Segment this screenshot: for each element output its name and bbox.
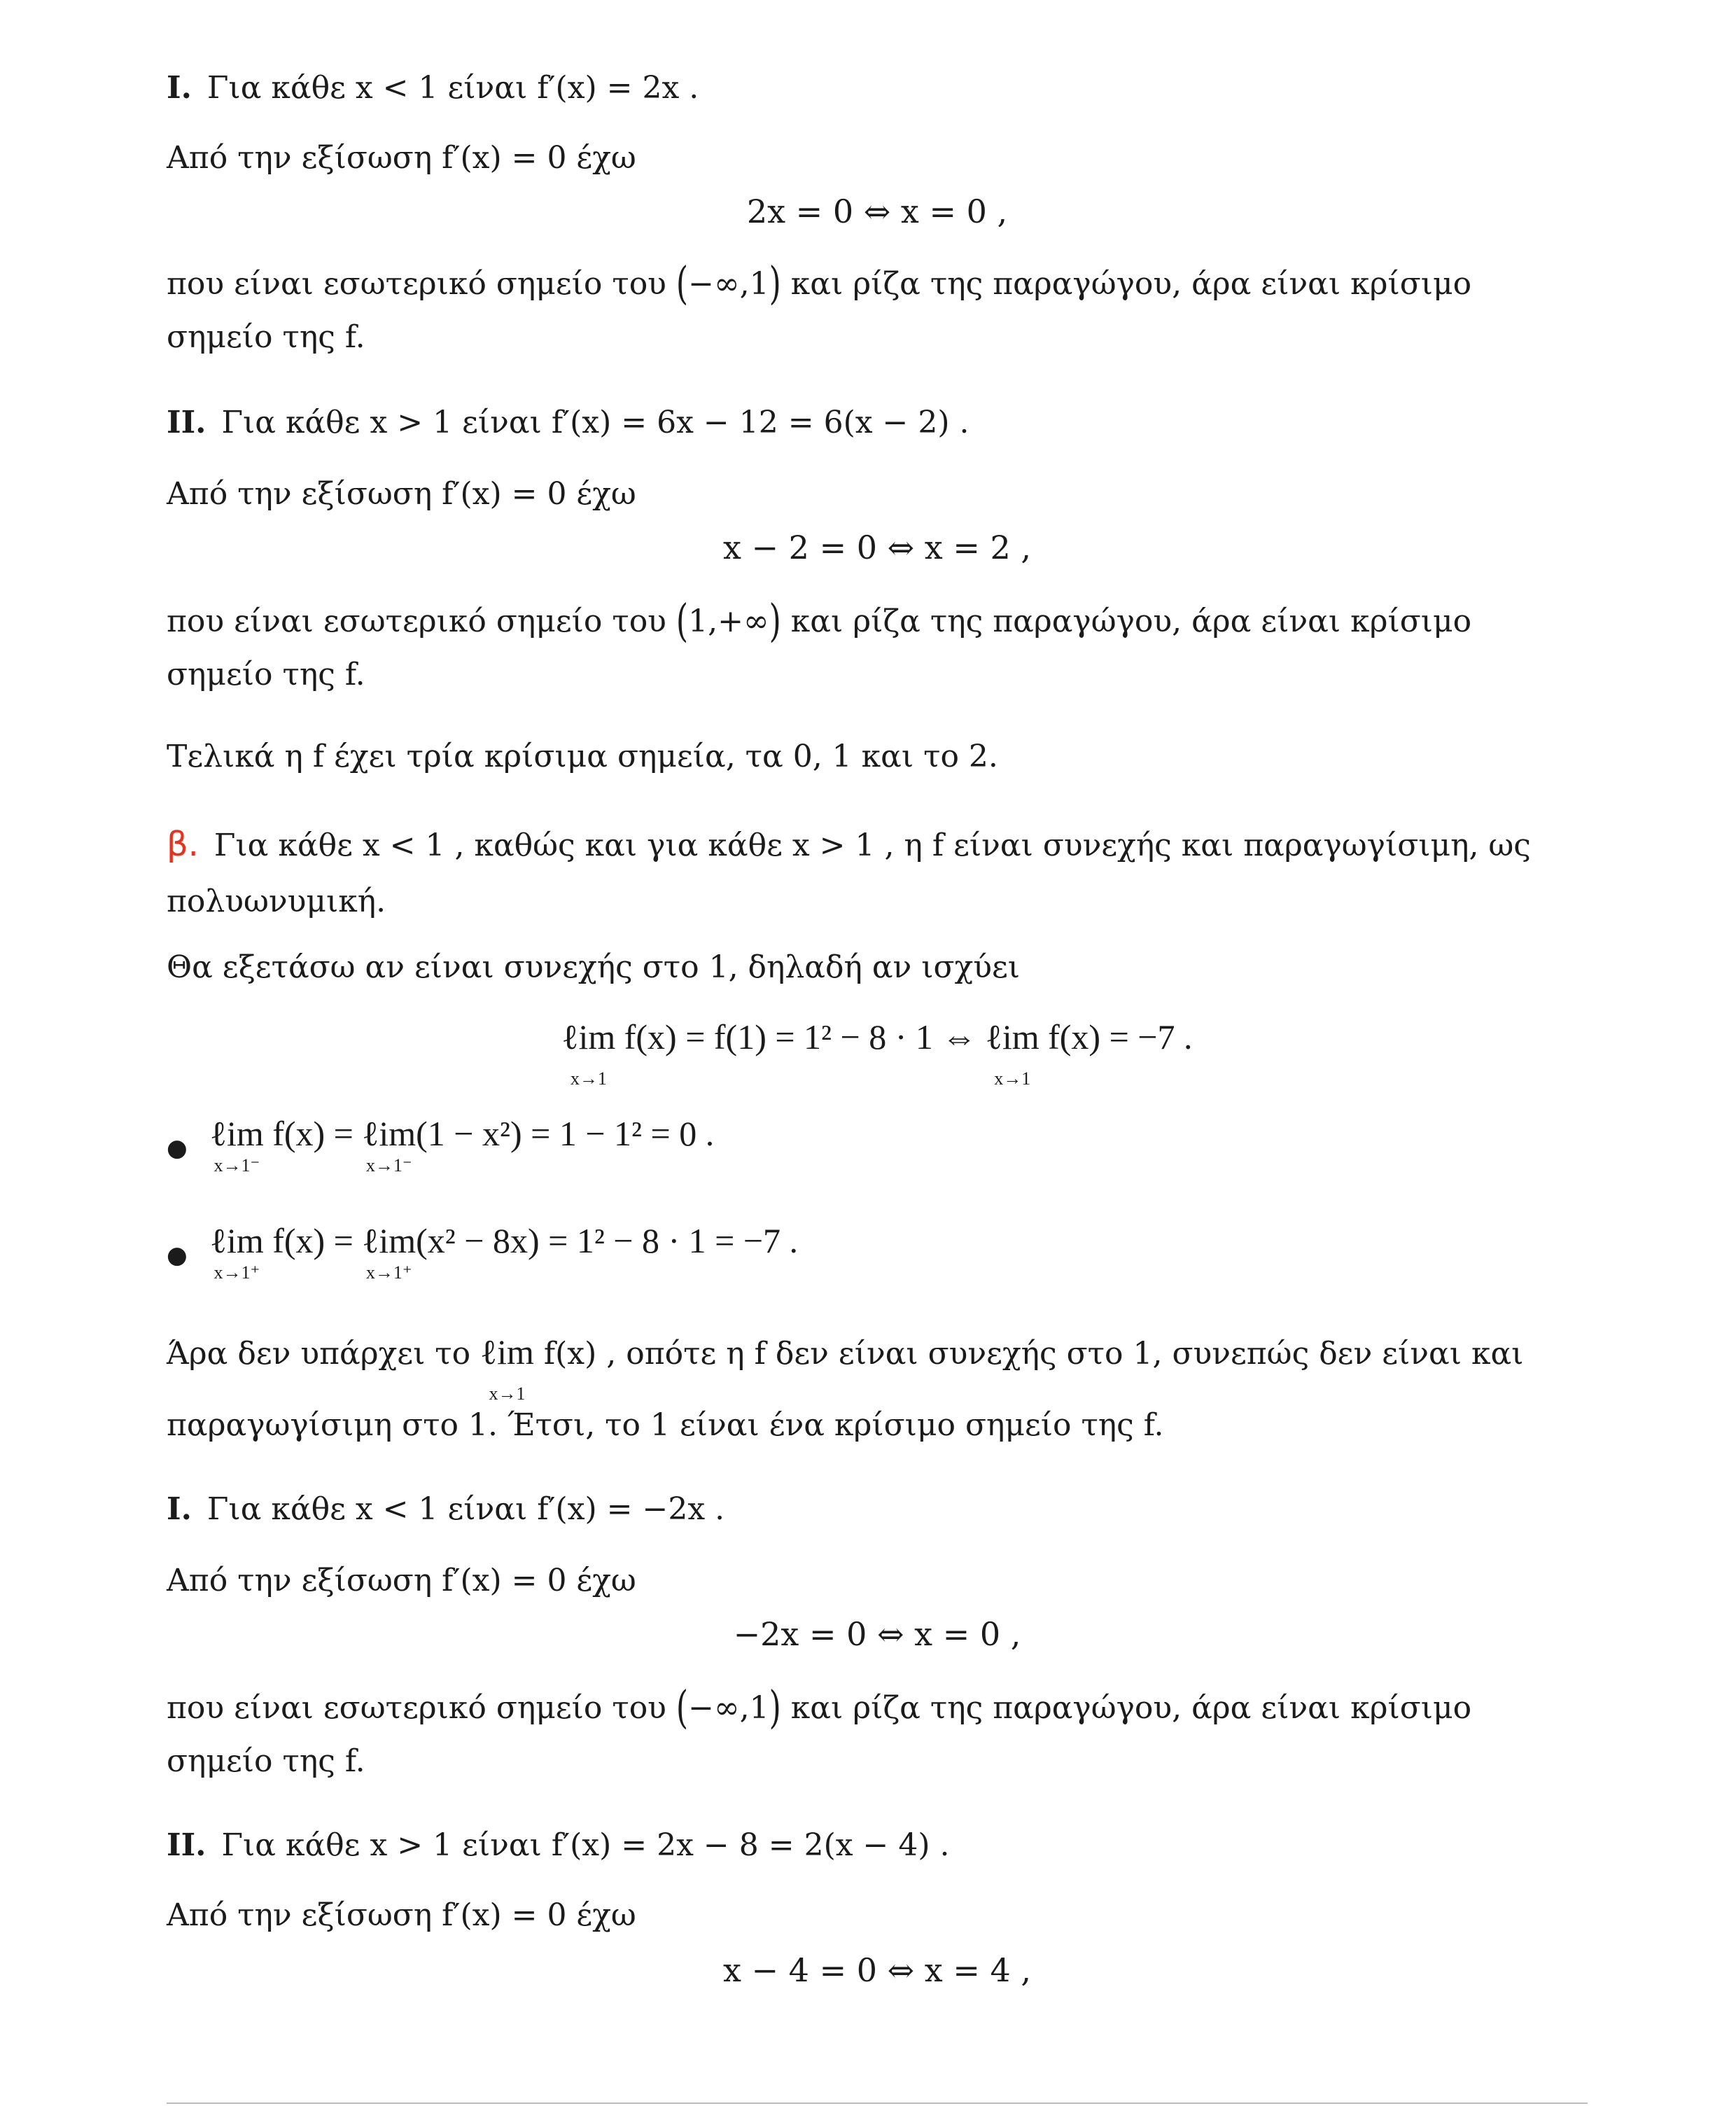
lim-symbol: ℓim bbox=[480, 1332, 534, 1372]
conclusion-line-2: σημείο της f. bbox=[167, 319, 365, 355]
footer-rule bbox=[167, 2102, 1588, 2104]
final-statement: Τελικά η f έχει τρία κρίσιμα σημεία, τα 0, 1 και το 2. bbox=[167, 739, 998, 774]
limit-operator bbox=[210, 1113, 264, 1176]
equation-text: (x² − 8x) = 1² − 8 · 1 = −7 . bbox=[416, 1221, 799, 1260]
conclusion-line: που είναι εσωτερικό σημείο του (−∞,1) και ρίζα της παραγώγου, άρα είναι κρίσιμο bbox=[167, 1682, 1472, 1734]
interval: −∞,1 bbox=[688, 266, 769, 302]
bullet-icon: ● bbox=[167, 1241, 188, 1269]
continuity-conclusion bbox=[167, 1327, 1588, 1404]
conclusion-text: που είναι εσωτερικό σημείο του bbox=[167, 1690, 676, 1726]
intro-text: Για κάθε x < 1 , καθώς και για κάθε x > 1 , η f είναι συνεχής και παραγωγίσιμη, ως bbox=[214, 828, 1531, 863]
equation-text: (1 − x²) = 1 − 1² = 0 . bbox=[416, 1114, 715, 1153]
limit-operator bbox=[362, 1113, 416, 1176]
equation-setup: Από την εξίσωση f′(x) = 0 έχω bbox=[167, 476, 636, 512]
lim-symbol: ℓim bbox=[362, 1114, 416, 1153]
conclusion-text: που είναι εσωτερικό σημείο του bbox=[167, 604, 676, 639]
bullet-left-limit bbox=[210, 1113, 715, 1176]
limit-operator bbox=[480, 1327, 534, 1404]
limit-operator bbox=[362, 1220, 416, 1283]
section-b-intro bbox=[167, 819, 1588, 871]
part-label: I. bbox=[167, 70, 192, 106]
interval: −∞,1 bbox=[688, 1690, 769, 1726]
equation-text: f(x) = bbox=[263, 1114, 363, 1153]
part-label: II. bbox=[167, 1827, 206, 1863]
statement-text: Για κάθε x > 1 είναι f′(x) = 6x − 12 = 6(x − 2) . bbox=[221, 405, 969, 440]
conclusion-text: και ρίζα της παραγώγου, άρα είναι κρίσιμο bbox=[780, 1690, 1472, 1726]
part-i-statement bbox=[167, 63, 1588, 113]
limit-operator bbox=[561, 1012, 616, 1089]
intro-line-2: πολυωνυμική. bbox=[167, 884, 386, 919]
equation-text: f(x) = bbox=[263, 1221, 363, 1260]
bullet-icon: ● bbox=[167, 1134, 188, 1162]
limit-subscript: x→1 bbox=[994, 1068, 1031, 1089]
equation-display: 2x = 0 ⇔ x = 0 , bbox=[746, 193, 1008, 230]
equation-text: f(x) = f(1) = 1² − 8 · 1 ⇔ bbox=[615, 1017, 986, 1056]
conclusion-text: που είναι εσωτερικό σημείο του bbox=[167, 266, 676, 302]
equation-setup: Από την εξίσωση f′(x) = 0 έχω bbox=[167, 140, 636, 176]
conclusion-line: που είναι εσωτερικό σημείο του (1,+∞) και ρίζα της παραγώγου, άρα είναι κρίσιμο bbox=[167, 595, 1472, 648]
equation-display: −2x = 0 ⇔ x = 0 , bbox=[733, 1615, 1021, 1653]
conclusion-line-2: σημείο της f. bbox=[167, 1743, 365, 1779]
equation-display: x − 2 = 0 ⇔ x = 2 , bbox=[722, 529, 1032, 566]
part-label: II. bbox=[167, 405, 206, 440]
part-label: I. bbox=[167, 1491, 192, 1527]
equation-setup: Από την εξίσωση f′(x) = 0 έχω bbox=[167, 1563, 636, 1598]
lim-symbol: ℓim bbox=[561, 1017, 616, 1056]
statement-text: Για κάθε x < 1 είναι f′(x) = −2x . bbox=[206, 1491, 725, 1527]
conclusion-text: και ρίζα της παραγώγου, άρα είναι κρίσιμο bbox=[780, 266, 1472, 302]
part-ii-statement bbox=[167, 1820, 1588, 1871]
lim-symbol: ℓim bbox=[362, 1221, 416, 1260]
conclusion-line-2: σημείο της f. bbox=[167, 657, 365, 692]
limit-subscript: x→1 bbox=[489, 1383, 526, 1404]
lim-symbol: ℓim bbox=[985, 1017, 1040, 1056]
part-ii-statement bbox=[167, 398, 1588, 448]
statement-text: Για κάθε x > 1 είναι f′(x) = 2x − 8 = 2(x − 4) . bbox=[221, 1827, 950, 1863]
continuity-conclusion-2: παραγωγίσιμη στο 1. Έτσι, το 1 είναι ένα κρίσιμο σημείο της f. bbox=[167, 1407, 1164, 1443]
limit-subscript: x→1⁺ bbox=[214, 1262, 260, 1283]
conclusion-line: που είναι εσωτερικό σημείο του (−∞,1) και ρίζα της παραγώγου, άρα είναι κρίσιμο bbox=[167, 258, 1472, 310]
equation-text: f(x) = −7 . bbox=[1039, 1017, 1193, 1056]
limit-subscript: x→1⁺ bbox=[365, 1262, 412, 1283]
conclusion-text: f(x) , οπότε η f δεν είναι συνεχής στο 1, συνεπώς δεν είναι και bbox=[533, 1336, 1524, 1372]
limit-operator bbox=[210, 1220, 264, 1283]
conclusion-text: και ρίζα της παραγώγου, άρα είναι κρίσιμο bbox=[780, 604, 1472, 639]
limit-subscript: x→1⁻ bbox=[214, 1155, 260, 1176]
limit-subscript: x→1⁻ bbox=[365, 1155, 412, 1176]
lim-symbol: ℓim bbox=[210, 1114, 264, 1153]
section-label: β. bbox=[167, 825, 199, 864]
limit-subscript: x→1 bbox=[570, 1068, 607, 1089]
limit-operator bbox=[985, 1012, 1040, 1089]
bullet-right-limit bbox=[210, 1220, 799, 1283]
conclusion-text: Άρα δεν υπάρχει το bbox=[167, 1336, 481, 1372]
intro-line-3: Θα εξετάσω αν είναι συνεχής στο 1, δηλαδή αν ισχύει bbox=[167, 949, 1021, 985]
equation-setup: Από την εξίσωση f′(x) = 0 έχω bbox=[167, 1897, 636, 1933]
limit-equation bbox=[167, 1012, 1588, 1089]
lim-symbol: ℓim bbox=[210, 1221, 264, 1260]
statement-text: Για κάθε x < 1 είναι f′(x) = 2x . bbox=[206, 70, 699, 106]
part-i-statement bbox=[167, 1484, 1588, 1535]
interval: 1,+∞ bbox=[688, 604, 769, 639]
equation-display: x − 4 = 0 ⇔ x = 4 , bbox=[722, 1951, 1032, 1989]
